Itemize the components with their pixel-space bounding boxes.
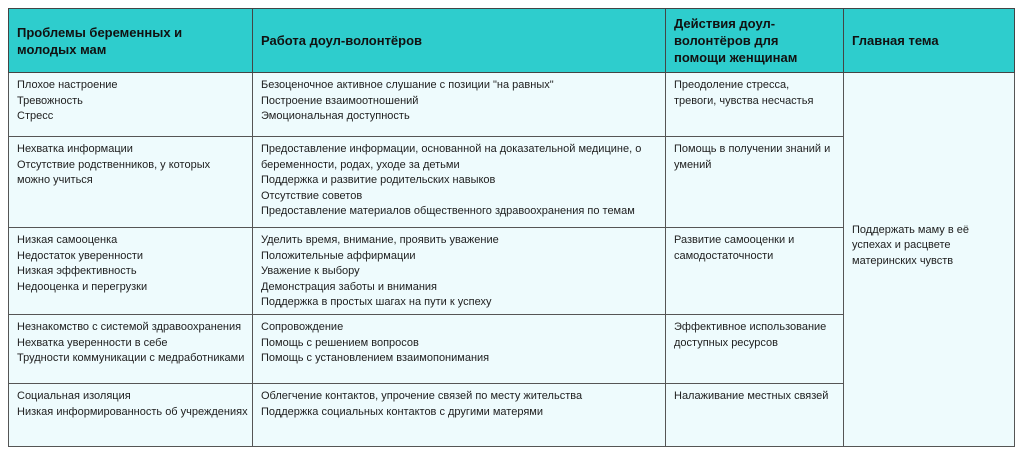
problem-item: Стресс: [17, 110, 54, 123]
header-main-theme: Главная тема: [844, 9, 1015, 73]
work-cell: [253, 228, 666, 315]
problem-item: Низкая самооценка: [17, 234, 118, 246]
header-problems: Проблемы беременных и молодых мам: [9, 9, 253, 73]
problems-cell: [9, 73, 253, 137]
problem-item: Социальная изоляция: [17, 390, 131, 402]
work-item: Демонстрация заботы и внимания: [261, 280, 438, 293]
work-cell: [253, 73, 666, 137]
problem-item: Трудности коммуникации с медработниками: [17, 352, 245, 365]
work-cell: [253, 384, 666, 447]
actions-cell: [666, 73, 844, 137]
problem-item: Низкая информированность об учреждениях: [17, 405, 248, 418]
work-item: Облегчение контактов, упрочение связей по месту жительства: [261, 390, 583, 402]
problems-cell: [9, 228, 253, 315]
problem-item: Нехватка информации: [17, 143, 133, 155]
actions-cell: [666, 315, 844, 384]
work-cell: [253, 315, 666, 384]
work-item: Помощь с установлением взаимопонимания: [261, 352, 490, 365]
work-item: Уважение к выбору: [261, 265, 360, 278]
problem-item: Отсутствие родственников, у которых можно учиться: [17, 158, 211, 187]
action-text: Налаживание местных связей: [674, 390, 829, 402]
action-text: Преодоление стресса, тревоги, чувства несчастья: [674, 79, 814, 107]
doula-table-container: [8, 8, 1014, 447]
header-volunteer-actions: Действия доул-волонтёров для помощи женщинам: [666, 9, 844, 73]
actions-cell: [666, 137, 844, 228]
header-volunteer-work: Работа доул-волонтёров: [253, 9, 666, 73]
problem-item: Нехватка уверенности в себе: [17, 336, 168, 349]
work-item: Помощь с решением вопросов: [261, 336, 419, 349]
problem-item: Незнакомство с системой здравоохранения: [17, 321, 242, 333]
problems-cell: [9, 315, 253, 384]
problem-item: Недооценка и перегрузки: [17, 280, 148, 293]
problem-item: Тревожность: [17, 94, 83, 107]
problem-item: Недостаток уверенности: [17, 249, 144, 262]
work-cell: [253, 137, 666, 228]
doula-volunteer-table: [8, 8, 1015, 447]
work-item: Эмоциональная доступность: [261, 110, 410, 123]
action-text: Развитие самооценки и самодостаточности: [674, 234, 795, 262]
problems-cell: [9, 384, 253, 447]
work-item: Отсутствие советов: [261, 189, 363, 202]
problems-cell: [9, 137, 253, 228]
work-item: Предоставление материалов общественного здравоохранения по темам: [261, 205, 635, 218]
work-item: Поддержка и развитие родительских навыков: [261, 174, 496, 187]
work-item: Поддержка социальных контактов с другими матерями: [261, 405, 543, 418]
problem-item: Низкая эффективность: [17, 265, 137, 278]
work-item: Сопровождение: [261, 321, 344, 333]
work-item: Безоценочное активное слушание с позиции "на равных": [261, 79, 554, 91]
work-item: Поддержка в простых шагах на пути к успеху: [261, 296, 492, 309]
work-item: Предоставление информации, основанной на доказательной медицине, о беременности, родах, уходе за детьми: [261, 143, 642, 171]
actions-cell: [666, 384, 844, 447]
main-theme-cell: [844, 73, 1015, 447]
work-item: Уделить время, внимание, проявить уважение: [261, 234, 499, 246]
action-text: Помощь в получении знаний и умений: [674, 143, 831, 171]
table-row: [9, 73, 1015, 137]
header-row: [9, 9, 1015, 73]
action-text: Эффективное использование доступных ресурсов: [674, 321, 827, 349]
problem-item: Плохое настроение: [17, 79, 118, 91]
actions-cell: [666, 228, 844, 315]
work-item: Построение взаимоотношений: [261, 94, 419, 107]
work-item: Положительные аффирмации: [261, 249, 416, 262]
main-theme-text: Поддержать маму в её успехах и расцвете материнских чувств: [852, 223, 969, 267]
